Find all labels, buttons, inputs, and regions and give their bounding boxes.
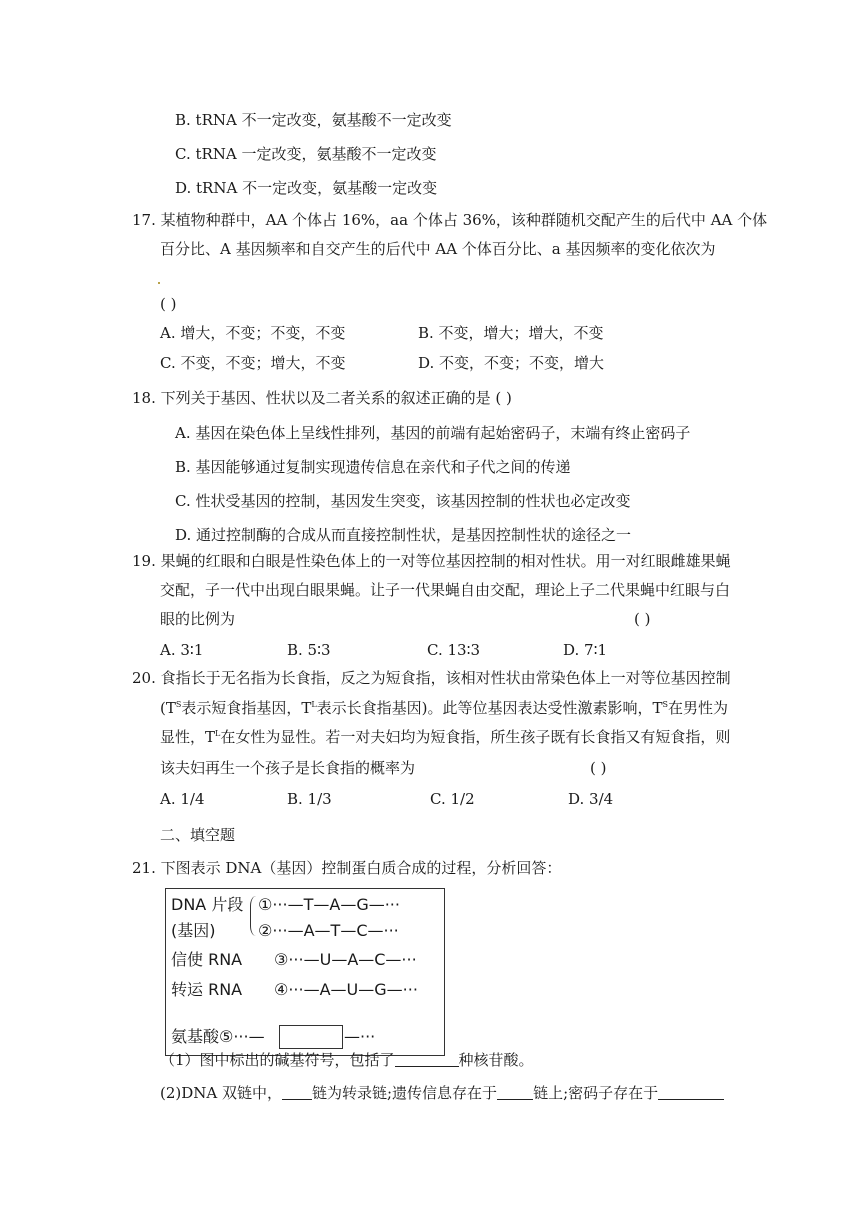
answer-blank[interactable] <box>282 1084 312 1100</box>
q20-option-c: C. 1/2 <box>430 790 475 808</box>
mrna-label: 信使 RNA <box>171 950 243 969</box>
answer-blank[interactable] <box>658 1084 724 1100</box>
trna-sequence: ④···—A—U—G—··· <box>274 980 418 999</box>
superscript-l: L <box>311 700 317 709</box>
amino-acid-answer-box[interactable] <box>279 1025 343 1049</box>
q16-option-c: C. tRNA 一定改变，氨基酸不一定改变 <box>175 145 437 163</box>
q17-stem-line2: 百分比、A 基因频率和自交产生的后代中 AA 个体百分比、a 基因频率的变化依次为 <box>160 240 716 258</box>
q17-option-b: B. 不变，增大；增大，不变 <box>418 324 604 342</box>
q20-stem-line3: 显性，$T^L$在女性为显性。若一对夫妇均为短食指，所生孩子既有长食指又有短食指，则 <box>160 728 731 746</box>
section-heading: 二、填空题 <box>160 826 236 844</box>
trna-label: 转运 RNA <box>171 980 243 999</box>
q19-stem-line3: 眼的比例为 <box>160 610 236 628</box>
q17-option-a: A. 增大，不变；不变，不变 <box>160 324 346 342</box>
q21-stem: 21. 下图表示 DNA（基因）控制蛋白质合成的过程，分析回答： <box>132 859 562 877</box>
q19-paren: ( ) <box>634 610 651 628</box>
q19-option-b: B. 5∶3 <box>287 641 331 659</box>
mrna-sequence: ③···—U—A—C—··· <box>274 950 417 969</box>
q20-stem-line1: 20. 食指长于无名指为长食指，反之为短食指，该相对性状由常染色体上一对等位基因控制 <box>132 669 731 687</box>
q20-stem-line4: 该夫妇再生一个孩子是长食指的概率为 <box>160 759 416 777</box>
q19-stem-line1: 19. 果蝇的红眼和白眼是性染色体上的一对等位基因控制的相对性状。用一对红眼雌雄果蝇 <box>132 552 731 570</box>
dna-strand-1: ①···—T—A—G—··· <box>258 895 400 914</box>
q20-paren: ( ) <box>590 759 607 777</box>
q21-sub2: (2)DNA 双链中， 链为转录链;遗传信息存在于 链上;密码子存在于 <box>160 1083 724 1103</box>
amino-acid-tail: —··· <box>344 1027 376 1046</box>
q17-stem-line1: 17. 某植物种群中，AA 个体占 16%，aa 个体占 36%，该种群随机交配产生的后代中 AA 个体 <box>132 211 768 229</box>
q18-option-d: D. 通过控制酶的合成从而直接控制性状，是基因控制性状的途径之一 <box>175 526 632 544</box>
brace <box>250 896 257 936</box>
dna-protein-diagram <box>165 888 445 1056</box>
q18-stem: 18. 下列关于基因、性状以及二者关系的叙述正确的是 ( ) <box>132 389 512 407</box>
gene-label: (基因) <box>171 921 216 940</box>
q19-stem-line2: 交配，子一代中出现白眼果蝇。让子一代果蝇自由交配，理论上子二代果蝇中红眼与白 <box>160 581 731 599</box>
q20-option-b: B. 1/3 <box>287 790 332 808</box>
q17-option-d: D. 不变，不变；不变，增大 <box>418 354 605 372</box>
stray-mark <box>158 282 160 284</box>
answer-blank[interactable] <box>497 1084 533 1100</box>
q16-option-d: D. tRNA 不一定改变，氨基酸一定改变 <box>175 179 438 197</box>
q20-option-d: D. 3/4 <box>568 790 614 808</box>
q18-option-c: C. 性状受基因的控制，基因发生突变，该基因控制的性状也必定改变 <box>175 492 631 510</box>
q16-option-b: B. tRNA 不一定改变，氨基酸不一定改变 <box>175 111 452 129</box>
q18-option-a: A. 基因在染色体上呈线性排列，基因的前端有起始密码子，末端有终止密码子 <box>175 424 691 442</box>
q20-option-a: A. 1/4 <box>160 790 205 808</box>
q19-option-c: C. 13∶3 <box>427 641 481 659</box>
q18-option-b: B. 基因能够通过复制实现遗传信息在亲代和子代之间的传递 <box>175 458 571 476</box>
answer-blank[interactable] <box>395 1051 459 1067</box>
amino-acid-label: 氨基酸⑤···— <box>171 1027 265 1046</box>
q21-sub1: （1）图中标出的碱基符号，包括了 种核苷酸。 <box>160 1051 534 1069</box>
q17-paren: ( ) <box>160 295 177 313</box>
dna-label: DNA 片段 <box>171 895 244 914</box>
q20-stem-line2: ($T^S$表示短食指基因，$T^L$表示长食指基因)。此等位基因表达受性激素影响，$T^S$在男性为 <box>160 699 729 717</box>
superscript-s: S <box>175 700 182 709</box>
q19-option-d: D. 7∶1 <box>563 641 608 659</box>
q19-option-a: A. 3∶1 <box>160 641 204 659</box>
q17-option-c: C. 不变，不变；增大，不变 <box>160 354 346 372</box>
dna-strand-2: ②···—A—T—C—··· <box>258 921 399 940</box>
